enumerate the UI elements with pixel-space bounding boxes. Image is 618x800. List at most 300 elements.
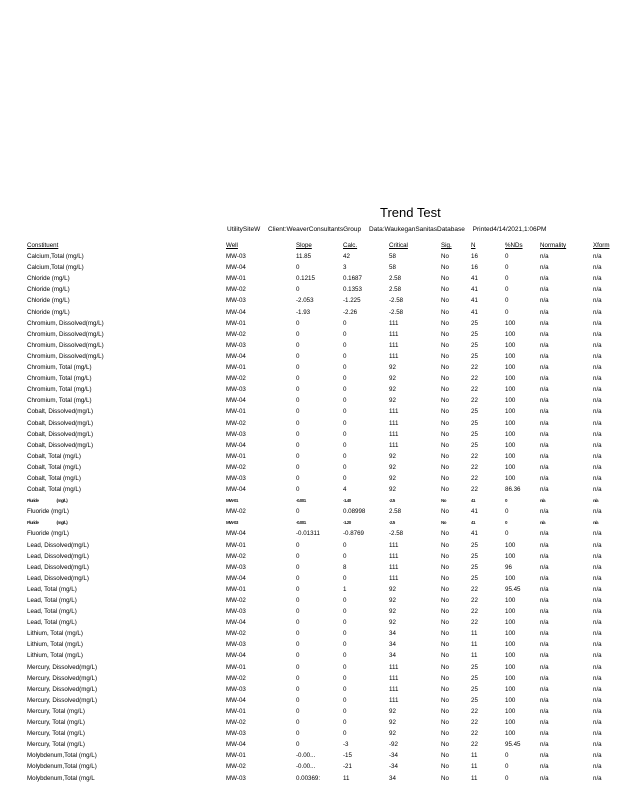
col-critical: Critical — [389, 242, 408, 249]
cell-pct-nds: 0 — [505, 498, 508, 504]
cell-pct-nds: 100 — [505, 452, 516, 460]
cell-well: MW-01 — [226, 663, 246, 671]
cell-sig: No — [441, 541, 449, 549]
meta-utility: UtilitySiteW — [227, 226, 261, 233]
cell-xform: n/a — [593, 652, 602, 660]
cell-pct-nds: 100 — [505, 597, 516, 604]
cell-constituent: Lead, Total (mg/L) — [27, 597, 77, 604]
cell-critical: -2.58 — [389, 530, 404, 538]
cell-pct-nds: 100 — [505, 441, 516, 449]
cell-normality: n/a — [540, 286, 549, 294]
cell-normality: n/a — [540, 341, 549, 349]
cell-pct-nds: 100 — [505, 674, 516, 682]
cell-sig: No — [441, 275, 449, 283]
cell-sig: No — [441, 308, 449, 316]
cell-constituent: Cobalt, Total (mg/L) — [27, 463, 81, 471]
cell-n: 22 — [471, 585, 478, 593]
cell-constituent: Chloride (mg/L) — [27, 308, 70, 316]
cell-slope: 0 — [296, 330, 300, 338]
cell-xform: n/a — [593, 352, 602, 360]
cell-xform: n/a — [593, 330, 602, 338]
cell-n: 22 — [471, 452, 478, 460]
cell-xform: n/a — [593, 386, 602, 394]
cell-xform: n/a — [593, 520, 599, 526]
cell-calc: 0 — [343, 574, 347, 582]
table-row — [27, 750, 613, 761]
cell-normality: n/a — [540, 352, 549, 360]
cell-sig: No — [441, 264, 449, 272]
cell-xform: n/a — [593, 308, 602, 316]
garbled-row — [27, 517, 613, 528]
cell-normality: n/a — [540, 641, 549, 649]
cell-pct-nds: 100 — [505, 463, 516, 471]
cell-critical: 111 — [389, 552, 399, 560]
garbled-text: Fluride — [27, 498, 39, 504]
cell-normality: n/a — [540, 408, 549, 416]
cell-calc: -1.40 — [343, 498, 351, 504]
cell-n: 41 — [471, 297, 478, 305]
cell-critical: 58 — [389, 253, 396, 261]
cell-n: 16 — [471, 264, 478, 272]
cell-sig: No — [441, 552, 449, 560]
cell-n: 25 — [471, 430, 478, 438]
cell-pct-nds: 100 — [505, 730, 516, 738]
table-row — [27, 506, 613, 517]
cell-constituent: Mercury, Dissolved(mg/L) — [27, 663, 98, 671]
table-row — [27, 761, 613, 772]
cell-xform: n/a — [593, 641, 602, 649]
cell-critical: -2.5 — [389, 498, 395, 504]
cell-critical: 34 — [389, 652, 396, 660]
cell-sig: No — [441, 763, 449, 771]
cell-critical: 92 — [389, 585, 396, 593]
table-row — [27, 562, 613, 573]
report-meta — [227, 226, 552, 233]
cell-normality: n/a — [540, 308, 549, 316]
cell-pct-nds: 100 — [505, 719, 516, 727]
cell-constituent: Mercury, Dissolved(mg/L) — [27, 685, 98, 693]
cell-slope: 0 — [296, 430, 300, 438]
cell-slope: 0 — [296, 652, 300, 660]
cell-n: 22 — [471, 719, 478, 727]
cell-normality: n/a — [540, 619, 549, 627]
table-row — [27, 429, 613, 440]
cell-sig: No — [441, 508, 449, 516]
cell-well: MW-02 — [226, 286, 246, 294]
cell-pct-nds: 100 — [505, 375, 516, 383]
cell-slope: -0.00... — [296, 752, 316, 760]
col-n: N — [471, 242, 476, 249]
cell-sig: No — [441, 386, 449, 394]
cell-xform: n/a — [593, 541, 602, 549]
cell-normality: n/a — [540, 719, 549, 727]
cell-well: MW-04 — [226, 264, 246, 272]
cell-constituent: Cobalt, Total (mg/L) — [27, 452, 81, 460]
cell-normality: n/a — [540, 375, 549, 383]
cell-calc: 0 — [343, 552, 347, 560]
cell-calc: 1 — [343, 585, 347, 593]
cell-slope: -0.001 — [296, 520, 306, 526]
cell-normality: n/a — [540, 275, 549, 283]
cell-xform: n/a — [593, 630, 602, 638]
cell-calc: 0.08998 — [343, 508, 366, 516]
cell-xform: n/a — [593, 585, 602, 593]
table-row — [27, 273, 613, 284]
cell-normality: n/a — [540, 530, 549, 538]
cell-constituent: Calcium,Total (mg/L) — [27, 253, 84, 261]
cell-calc: 0 — [343, 730, 347, 738]
cell-calc: 0 — [343, 441, 347, 449]
cell-n: 22 — [471, 597, 478, 604]
cell-slope: 0.00369: — [296, 774, 321, 782]
cell-pct-nds: 0 — [505, 752, 509, 760]
cell-sig: No — [441, 608, 449, 616]
table-row — [27, 462, 613, 473]
cell-calc: 0 — [343, 408, 347, 416]
cell-xform: n/a — [593, 685, 602, 693]
cell-n: 22 — [471, 463, 478, 471]
cell-critical: 92 — [389, 364, 396, 372]
cell-sig: No — [441, 652, 449, 660]
cell-calc: 0 — [343, 364, 347, 372]
cell-constituent: Chromium, Total (mg/L) — [27, 375, 92, 383]
cell-normality: n/a — [540, 297, 549, 305]
cell-xform: n/a — [593, 408, 602, 416]
cell-sig: No — [441, 730, 449, 738]
cell-sig: No — [441, 297, 449, 305]
cell-slope: -2.053 — [296, 297, 314, 305]
cell-sig: No — [441, 663, 449, 671]
cell-sig: No — [441, 319, 449, 327]
cell-n: 22 — [471, 386, 478, 394]
cell-pct-nds: 0 — [505, 253, 509, 261]
cell-n: 22 — [471, 730, 478, 738]
table-row — [27, 639, 613, 650]
table-row — [27, 406, 613, 417]
cell-n: 41 — [471, 275, 478, 283]
cell-slope: 0 — [296, 375, 300, 383]
cell-critical: 2.58 — [389, 508, 402, 516]
cell-xform: n/a — [593, 774, 602, 782]
cell-sig: No — [441, 286, 449, 294]
cell-xform: n/a — [593, 619, 602, 627]
cell-well: MW-04 — [226, 741, 246, 749]
cell-slope: 0 — [296, 685, 300, 693]
cell-slope: -0.001 — [296, 498, 306, 504]
cell-xform: n/a — [593, 719, 602, 727]
cell-xform: n/a — [593, 741, 602, 749]
cell-calc: -3 — [343, 741, 349, 749]
cell-calc: 0 — [343, 330, 347, 338]
meta-printed: Printed4/14/2021,1:06PM — [472, 226, 547, 233]
cell-slope: 0 — [296, 663, 300, 671]
cell-critical: -2.5 — [389, 520, 395, 526]
cell-normality: n/a — [540, 430, 549, 438]
cell-critical: 111 — [389, 341, 399, 349]
cell-critical: 92 — [389, 707, 396, 715]
cell-critical: 111 — [389, 441, 399, 449]
cell-critical: 111 — [389, 674, 399, 682]
cell-well: MW-04 — [226, 308, 246, 316]
cell-well: MW-01 — [226, 275, 246, 283]
cell-critical: 92 — [389, 474, 396, 482]
cell-normality: n/a — [540, 463, 549, 471]
cell-pct-nds: 100 — [505, 419, 516, 427]
cell-slope: 0 — [296, 441, 300, 449]
cell-slope: 0 — [296, 419, 300, 427]
cell-n: 25 — [471, 330, 478, 338]
cell-calc: 0 — [343, 419, 347, 427]
cell-normality: n/a — [540, 707, 549, 715]
table-row — [27, 384, 613, 395]
cell-n: 41 — [471, 498, 476, 504]
cell-well: MW-04 — [226, 652, 246, 660]
table-row — [27, 329, 613, 340]
cell-pct-nds: 100 — [505, 341, 516, 349]
cell-critical: -2.58 — [389, 308, 404, 316]
cell-normality: n/a — [540, 585, 549, 593]
cell-well: MW-03 — [226, 608, 246, 616]
cell-constituent: Lead, Total (mg/L) — [27, 585, 77, 593]
cell-xform: n/a — [593, 397, 602, 405]
cell-n: 11 — [471, 630, 478, 638]
cell-calc: 0 — [343, 474, 347, 482]
cell-xform: n/a — [593, 707, 602, 715]
table-row — [27, 728, 613, 739]
cell-constituent: Chloride (mg/L) — [27, 286, 70, 294]
cell-n: 41 — [471, 530, 478, 538]
cell-pct-nds: 96 — [505, 563, 512, 571]
cell-xform: n/a — [593, 364, 602, 372]
cell-slope: 11.85 — [296, 253, 312, 261]
cell-slope: 0 — [296, 719, 300, 727]
cell-well: MW-03 — [226, 386, 246, 394]
table-row — [27, 717, 613, 728]
cell-normality: n/a — [540, 696, 549, 704]
cell-well: MW-03 — [226, 641, 246, 649]
cell-calc: 8 — [343, 563, 347, 571]
cell-normality: n/a — [540, 741, 549, 749]
cell-slope: 0 — [296, 597, 300, 604]
table-row — [27, 662, 613, 673]
cell-xform: n/a — [593, 319, 602, 327]
table-row — [27, 307, 613, 318]
cell-xform: n/a — [593, 474, 602, 482]
cell-critical: 92 — [389, 597, 396, 604]
cell-xform: n/a — [593, 552, 602, 560]
cell-pct-nds: 100 — [505, 652, 516, 660]
cell-n: 25 — [471, 341, 478, 349]
cell-n: 25 — [471, 319, 478, 327]
cell-well: MW-02 — [226, 674, 246, 682]
cell-calc: 0 — [343, 707, 347, 715]
cell-sig: No — [441, 397, 449, 405]
cell-normality: n/a — [540, 652, 549, 660]
cell-sig: No — [441, 530, 449, 538]
table-body — [27, 251, 613, 782]
cell-critical: 111 — [389, 563, 399, 571]
cell-slope: 0 — [296, 552, 300, 560]
cell-calc: 0 — [343, 696, 347, 704]
cell-normality: n/a — [540, 574, 549, 582]
cell-normality: n/a — [540, 630, 549, 638]
table-row — [27, 284, 613, 295]
cell-slope: 0 — [296, 641, 300, 649]
table-row — [27, 351, 613, 362]
cell-well: MW-01 — [226, 752, 246, 760]
cell-sig: No — [441, 408, 449, 416]
cell-xform: n/a — [593, 763, 602, 771]
cell-sig: No — [441, 674, 449, 682]
cell-normality: n/a — [540, 474, 549, 482]
cell-slope: -0.00... — [296, 763, 316, 771]
cell-constituent: Mercury, Total (mg/L) — [27, 741, 85, 749]
cell-n: 25 — [471, 696, 478, 704]
cell-xform: n/a — [593, 752, 602, 760]
cell-n: 41 — [471, 520, 476, 526]
cell-pct-nds: 100 — [505, 430, 516, 438]
cell-sig: No — [441, 641, 449, 649]
cell-xform: n/a — [593, 375, 602, 383]
cell-constituent: Cobalt, Dissolved(mg/L) — [27, 430, 94, 438]
cell-pct-nds: 100 — [505, 330, 516, 338]
table-row — [27, 340, 613, 351]
cell-slope: 0 — [296, 286, 300, 294]
cell-constituent: Cobalt, Total (mg/L) — [27, 474, 81, 482]
cell-slope: 0 — [296, 397, 300, 405]
cell-sig: No — [441, 520, 446, 526]
cell-calc: -15 — [343, 752, 352, 760]
table-row — [27, 595, 613, 606]
cell-well: MW-04 — [226, 530, 246, 538]
cell-pct-nds: 0 — [505, 530, 509, 538]
cell-critical: 111 — [389, 696, 399, 704]
cell-sig: No — [441, 419, 449, 427]
col-normality: Normality — [540, 242, 567, 249]
cell-constituent: Lead, Dissolved(mg/L) — [27, 563, 89, 571]
cell-normality: n/a — [540, 319, 549, 327]
cell-calc: 0 — [343, 719, 347, 727]
cell-constituent: Molybdenum,Total (mg/L — [27, 774, 95, 782]
cell-critical: -34 — [389, 752, 398, 760]
cell-well: MW-01 — [226, 452, 246, 460]
cell-sig: No — [441, 253, 449, 261]
table-row — [27, 440, 613, 451]
cell-sig: No — [441, 630, 449, 638]
cell-slope: 0 — [296, 741, 300, 749]
cell-pct-nds: 100 — [505, 352, 516, 360]
cell-well: MW-03 — [226, 685, 246, 693]
cell-n: 41 — [471, 286, 478, 294]
cell-normality: n/a — [540, 520, 546, 526]
table-row — [27, 773, 613, 783]
cell-n: 22 — [471, 474, 478, 482]
cell-slope: 0 — [296, 474, 300, 482]
cell-well: MW-03 — [226, 520, 238, 526]
cell-sig: No — [441, 585, 449, 593]
cell-pct-nds: 100 — [505, 541, 516, 549]
cell-constituent: Chromium, Dissolved(mg/L) — [27, 341, 104, 349]
cell-normality: n/a — [540, 397, 549, 405]
cell-normality: n/a — [540, 597, 549, 604]
table-row — [27, 684, 613, 695]
cell-xform: n/a — [593, 275, 602, 283]
cell-calc: 11 — [343, 774, 350, 782]
cell-slope: 0 — [296, 486, 300, 494]
table-row — [27, 606, 613, 617]
cell-well: MW-03 — [226, 774, 246, 782]
cell-well: MW-01 — [226, 585, 246, 593]
cell-n: 22 — [471, 608, 478, 616]
cell-n: 22 — [471, 486, 478, 494]
cell-well: MW-02 — [226, 597, 246, 604]
cell-slope: 0 — [296, 386, 300, 394]
cell-well: MW-02 — [226, 763, 246, 771]
cell-critical: 92 — [389, 730, 396, 738]
cell-critical: 111 — [389, 319, 399, 327]
cell-pct-nds: 100 — [505, 663, 516, 671]
col-pct-nds: %NDs — [505, 242, 523, 249]
meta-data: Data:WaukeganSanitasDatabase — [368, 226, 465, 233]
cell-calc: -0.8769 — [343, 530, 364, 538]
cell-sig: No — [441, 719, 449, 727]
col-slope: Slope — [296, 242, 312, 249]
garbled-text: (mg/L) — [56, 520, 68, 526]
cell-sig: No — [441, 352, 449, 360]
cell-xform: n/a — [593, 341, 602, 349]
cell-calc: 0 — [343, 397, 347, 405]
cell-normality: n/a — [540, 253, 549, 261]
cell-constituent: Chromium, Dissolved(mg/L) — [27, 352, 104, 360]
cell-xform: n/a — [593, 597, 602, 604]
cell-xform: n/a — [593, 608, 602, 616]
cell-calc: 0 — [343, 630, 347, 638]
cell-calc: 0 — [343, 386, 347, 394]
cell-xform: n/a — [593, 563, 602, 571]
cell-calc: 0 — [343, 541, 347, 549]
cell-normality: n/a — [540, 752, 549, 760]
cell-n: 11 — [471, 752, 478, 760]
cell-normality: n/a — [540, 730, 549, 738]
cell-slope: 0 — [296, 541, 300, 549]
cell-pct-nds: 100 — [505, 408, 516, 416]
col-sig: Sig. — [441, 242, 452, 249]
cell-calc: -2.26 — [343, 308, 358, 316]
table-row — [27, 395, 613, 406]
cell-slope: 0 — [296, 674, 300, 682]
cell-well: MW-04 — [226, 441, 246, 449]
cell-critical: 111 — [389, 430, 399, 438]
cell-sig: No — [441, 330, 449, 338]
cell-slope: 0 — [296, 364, 300, 372]
cell-xform: n/a — [593, 441, 602, 449]
cell-well: MW-01 — [226, 498, 238, 504]
cell-xform: n/a — [593, 297, 602, 305]
cell-sig: No — [441, 430, 449, 438]
cell-n: 25 — [471, 563, 478, 571]
cell-well: MW-03 — [226, 253, 246, 261]
cell-well: MW-03 — [226, 430, 246, 438]
cell-n: 11 — [471, 641, 478, 649]
cell-well: MW-03 — [226, 341, 246, 349]
cell-constituent — [27, 495, 226, 506]
cell-pct-nds: 100 — [505, 574, 516, 582]
cell-n: 22 — [471, 741, 478, 749]
cell-slope: 0 — [296, 408, 300, 416]
cell-n: 25 — [471, 408, 478, 416]
cell-slope: 0.1215 — [296, 275, 315, 283]
table-row — [27, 318, 613, 329]
